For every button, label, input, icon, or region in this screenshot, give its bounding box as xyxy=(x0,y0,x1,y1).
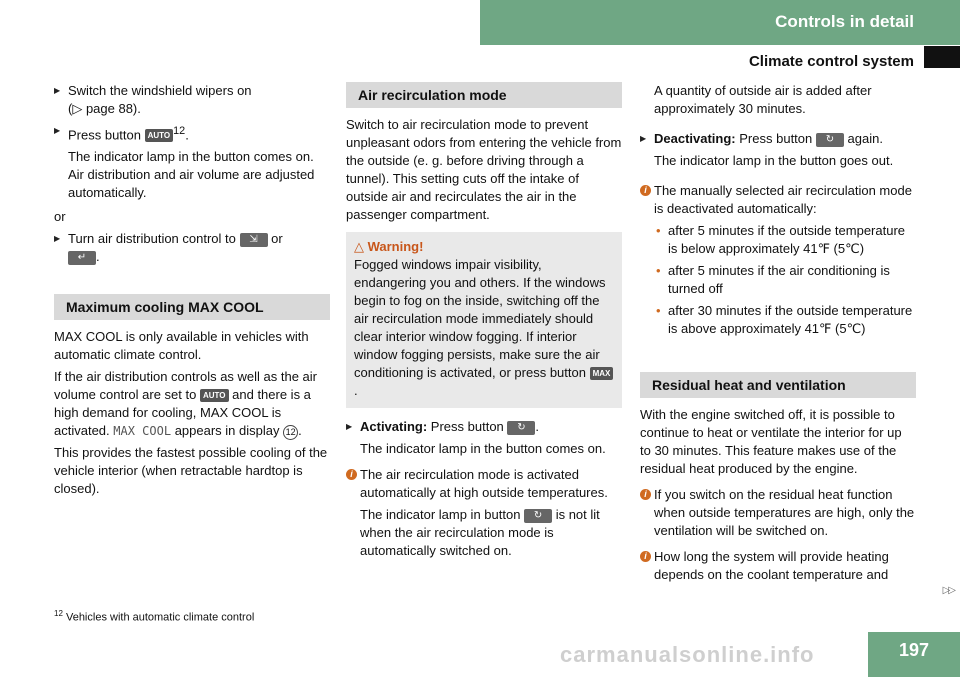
page-number: 197 xyxy=(868,632,960,677)
info-auto-lamp-pre: The indicator lamp in button xyxy=(360,507,521,522)
deactivating-end: again. xyxy=(847,131,883,146)
list-item: • after 5 minutes if the outside temperature is below approximately 41℉ (5℃) xyxy=(654,222,916,258)
activating-note: The indicator lamp in the button comes on. xyxy=(360,441,606,456)
step-air-distribution xyxy=(54,230,330,266)
max-cool-activation-post: appears in display xyxy=(174,423,280,439)
outside-air-note: A quantity of outside air is added after approximately 30 minutes. xyxy=(654,83,872,116)
display-text-max-cool: MAX COOL xyxy=(113,424,172,439)
warning-title xyxy=(354,238,614,256)
step-deactivate-recirculation xyxy=(640,130,916,148)
info-residual-duration xyxy=(640,548,916,584)
info-icon: i xyxy=(640,551,651,562)
max-cool-availability: MAX COOL is only available in vehicles with automatic climate control. xyxy=(54,329,309,363)
max-cool-activation-end: . xyxy=(298,423,302,439)
step-wipers xyxy=(54,82,330,118)
recirculation-button-icon: ↻ xyxy=(816,133,844,147)
max-cool-benefit: This provides the fastest possible cooling of the vehicle interior (when retractable hardtop is closed). xyxy=(54,445,328,497)
info-icon: i xyxy=(640,489,651,500)
footnote-number: 12 xyxy=(54,609,63,618)
step-auto-end: . xyxy=(185,127,189,143)
column-3 xyxy=(640,82,916,588)
deactivating-label: Deactivating: xyxy=(654,131,736,146)
or-label: or xyxy=(54,209,66,225)
watermark: carmanualsonline.info xyxy=(560,642,815,667)
section-heading-max-cool: Maximum cooling MAX COOL xyxy=(54,294,330,320)
list-item: • after 30 minutes if the outside temperature is above approximately 41℉ (5℃) xyxy=(654,302,916,338)
recirculation-button-icon: ↻ xyxy=(507,421,535,435)
step-auto-text: Press button xyxy=(68,127,141,143)
step-wipers-text: ▶ Switch the windshield wipers on xyxy=(68,83,252,98)
activating-end: . xyxy=(535,419,540,434)
step-distribution-or: or xyxy=(271,231,283,247)
info-icon: i xyxy=(640,185,651,196)
column-1 xyxy=(54,82,330,502)
info-manual-deactivation xyxy=(640,182,916,218)
auto-button-icon: AUTO xyxy=(145,129,174,142)
info-icon: i xyxy=(346,469,357,480)
footnote-text: Vehicles with automatic climate control xyxy=(65,611,255,624)
max-cool-activation xyxy=(54,368,330,440)
display-number-icon: 12 xyxy=(283,425,298,440)
step-distribution-end: . xyxy=(96,249,100,265)
page-reference-link[interactable]: (▷ page 88). xyxy=(68,101,141,116)
info-auto-recirculation xyxy=(346,466,622,560)
info-auto-lamp xyxy=(360,506,622,560)
section-heading-residual-heat: Residual heat and ventilation xyxy=(640,372,916,398)
warning-box xyxy=(346,232,622,408)
warning-title-text: Warning! xyxy=(367,239,424,254)
footnote-ref: 12 xyxy=(173,125,186,137)
warning-body xyxy=(354,256,614,400)
warning-text: Fogged windows impair visibility, endangering you and others. If the windows begin to fog on the inside, switching off the air recirculation mode immediately should clear interior window fogging. If interior window fogging persists, make sure the air conditioning is activated, or press button xyxy=(354,257,606,380)
step-press-auto xyxy=(54,122,330,144)
info-manual-text: The manually selected air recirculation mode is deactivated automatically: xyxy=(654,183,912,216)
step-auto-result: The indicator lamp in the button comes on. Air distribution and air volume are adjusted automatically. xyxy=(68,149,315,201)
column-2 xyxy=(346,82,622,564)
info-auto-lamp-post: is not lit when the air recirculation mode is automatically switched on. xyxy=(360,507,600,558)
warning-triangle-icon: △ xyxy=(354,239,368,254)
next-page-arrows-icon[interactable]: ▷▷ xyxy=(942,585,954,596)
header-section-bar xyxy=(480,0,960,45)
airflow-windshield-icon: ⇲ xyxy=(240,233,268,247)
recirculation-description: Switch to air recirculation mode to prevent unpleasant odors from entering the vehicle from the outside (e. g. before driving through a tunnel). This setting cuts off the intake of outside air and recirculates the air in the passenger compartment. xyxy=(346,117,622,222)
list-item: • after 5 minutes if the air conditioning is turned off xyxy=(654,262,916,298)
deactivating-note: The indicator lamp in the button goes out. xyxy=(654,153,894,168)
residual-heat-description: With the engine switched off, it is possible to continue to heat or ventilate the interior for up to 30 minutes. This feature makes use of the residual heat produced by the engine. xyxy=(640,407,902,476)
header-subsection-bar xyxy=(0,46,960,70)
defrost-max-button-icon: MAX xyxy=(590,367,614,380)
max-cool-activation-mid: and there is a high demand for cooling, MAX COOL is activated. xyxy=(54,387,311,439)
airflow-footwell-icon: ↵ xyxy=(68,251,96,265)
step-distribution-text: Turn air distribution control to xyxy=(68,231,236,247)
section-heading-recirculation: Air recirculation mode xyxy=(346,82,622,108)
step-activate-recirculation xyxy=(346,418,622,436)
info-residual-hot-text: If you switch on the residual heat function when outside temperatures are high, only the ventilation will be switched on. xyxy=(654,487,915,538)
info-residual-hot xyxy=(640,486,916,540)
info-auto-text: The air recirculation mode is activated automatically at high outside temperatures. xyxy=(360,467,608,500)
header-section-title: Controls in detail xyxy=(775,12,914,31)
recirculation-button-icon: ↻ xyxy=(524,509,552,523)
auto-button-icon: AUTO xyxy=(200,389,229,402)
warning-end: . xyxy=(354,383,358,398)
activating-text: Press button xyxy=(430,419,504,434)
max-cool-activation-pre: If the air distribution controls as well as the air volume control are set to xyxy=(54,369,318,403)
activating-label: Activating: xyxy=(360,419,428,434)
info-residual-duration-text: How long the system will provide heating depends on the coolant temperature and xyxy=(654,549,889,582)
footnote xyxy=(54,609,254,624)
header-marker xyxy=(924,46,960,68)
deactivating-text: Press button xyxy=(739,131,813,146)
header-subsection-title: Climate control system xyxy=(748,53,914,70)
